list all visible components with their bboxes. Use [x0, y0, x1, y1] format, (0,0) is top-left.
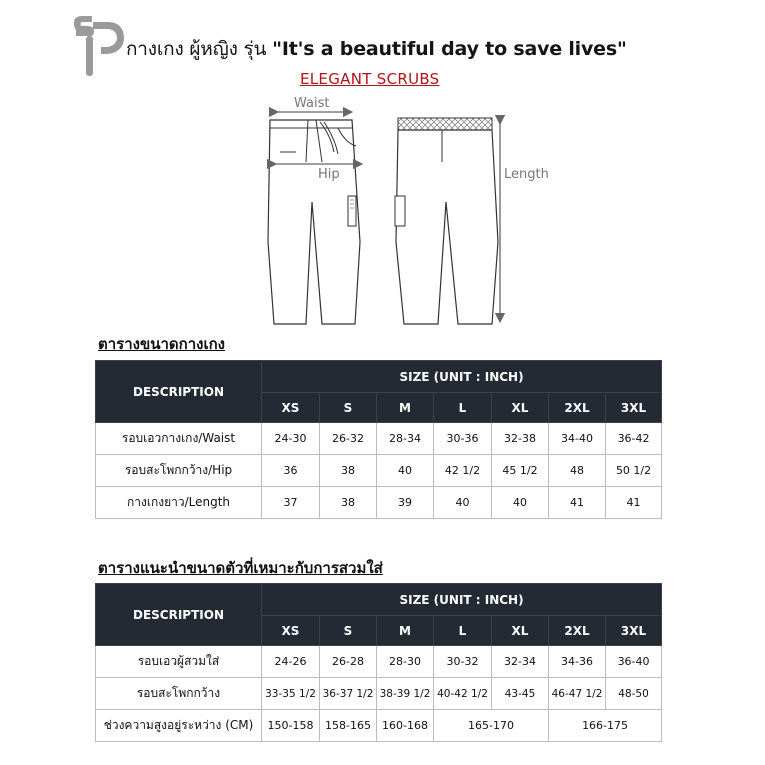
cell: 34-40 — [549, 423, 606, 455]
back-pants-icon — [395, 118, 498, 324]
brand-name: ELEGANT SCRUBS — [300, 70, 440, 88]
cell: 30-36 — [434, 423, 492, 455]
length-label: Length — [504, 167, 549, 182]
desc-header: DESCRIPTION — [96, 584, 262, 646]
unit-header: SIZE (UNIT : INCH) — [262, 584, 662, 616]
cell: 40-42 1/2 — [434, 678, 492, 710]
cell: 38-39 1/2 — [377, 678, 434, 710]
row-label: รอบสะโพกกว้าง — [96, 678, 262, 710]
cell: 50 1/2 — [606, 455, 662, 487]
cell: 24-30 — [262, 423, 320, 455]
row-label: รอบสะโพกกว้าง/Hip — [96, 455, 262, 487]
size-xs: XS — [262, 616, 320, 646]
size-m: M — [377, 393, 434, 423]
size-2xl: 2XL — [549, 393, 606, 423]
cell: 24-26 — [262, 646, 320, 678]
cell: 165-170 — [434, 710, 549, 742]
size-table — [95, 360, 662, 519]
cell: 39 — [377, 487, 434, 519]
recommended-size-table — [95, 583, 662, 742]
cell: 40 — [492, 487, 549, 519]
table-row — [96, 423, 662, 455]
cell: 40 — [434, 487, 492, 519]
cell: 28-34 — [377, 423, 434, 455]
hip-label: Hip — [318, 167, 340, 182]
title-quote: "It's a beautiful day to save lives" — [272, 38, 627, 60]
cell: 26-32 — [320, 423, 377, 455]
brand-logo-icon — [68, 16, 126, 76]
table-row — [96, 646, 662, 678]
cell: 37 — [262, 487, 320, 519]
waist-label: Waist — [294, 96, 330, 111]
cell: 160-168 — [377, 710, 434, 742]
table-row — [96, 678, 662, 710]
cell: 42 1/2 — [434, 455, 492, 487]
cell: 38 — [320, 455, 377, 487]
row-label: ช่วงความสูงอยู่ระหว่าง (CM) — [96, 710, 262, 742]
cell: 30-32 — [434, 646, 492, 678]
cell: 32-38 — [492, 423, 549, 455]
cell: 166-175 — [549, 710, 662, 742]
cell: 38 — [320, 487, 377, 519]
cell: 36-37 1/2 — [320, 678, 377, 710]
size-l: L — [434, 616, 492, 646]
cell: 150-158 — [262, 710, 320, 742]
size-s: S — [320, 393, 377, 423]
table-row — [96, 455, 662, 487]
cell: 34-36 — [549, 646, 606, 678]
cell: 48-50 — [606, 678, 662, 710]
table1-title: ตารางขนาดกางเกง — [98, 335, 226, 353]
front-pants-icon — [268, 120, 360, 324]
row-label: กางเกงยาว/Length — [96, 487, 262, 519]
cell: 36-42 — [606, 423, 662, 455]
size-xl: XL — [492, 393, 549, 423]
cell: 36-40 — [606, 646, 662, 678]
size-3xl: 3XL — [606, 393, 662, 423]
size-xl: XL — [492, 616, 549, 646]
page-title — [126, 34, 627, 64]
cell: 41 — [606, 487, 662, 519]
pants-diagram — [260, 92, 560, 332]
cell: 40 — [377, 455, 434, 487]
cell: 33-35 1/2 — [262, 678, 320, 710]
cell: 36 — [262, 455, 320, 487]
size-2xl: 2XL — [549, 616, 606, 646]
cell: 46-47 1/2 — [549, 678, 606, 710]
cell: 43-45 — [492, 678, 549, 710]
table-row — [96, 487, 662, 519]
size-xs: XS — [262, 393, 320, 423]
cell: 28-30 — [377, 646, 434, 678]
size-m: M — [377, 616, 434, 646]
title-prefix: กางเกง ผู้หญิง รุ่น — [126, 38, 273, 60]
cell: 41 — [549, 487, 606, 519]
row-label: รอบเอวกางเกง/Waist — [96, 423, 262, 455]
size-s: S — [320, 616, 377, 646]
desc-header: DESCRIPTION — [96, 361, 262, 423]
cell: 158-165 — [320, 710, 377, 742]
cell: 48 — [549, 455, 606, 487]
table-row — [96, 710, 662, 742]
cell: 32-34 — [492, 646, 549, 678]
cell: 45 1/2 — [492, 455, 549, 487]
unit-header: SIZE (UNIT : INCH) — [262, 361, 662, 393]
size-l: L — [434, 393, 492, 423]
row-label: รอบเอวผู้สวมใส่ — [96, 646, 262, 678]
table2-title: ตารางแนะนำขนาดตัวที่เหมาะกับการสวมใส่ — [98, 559, 383, 577]
size-3xl: 3XL — [606, 616, 662, 646]
cell: 26-28 — [320, 646, 377, 678]
